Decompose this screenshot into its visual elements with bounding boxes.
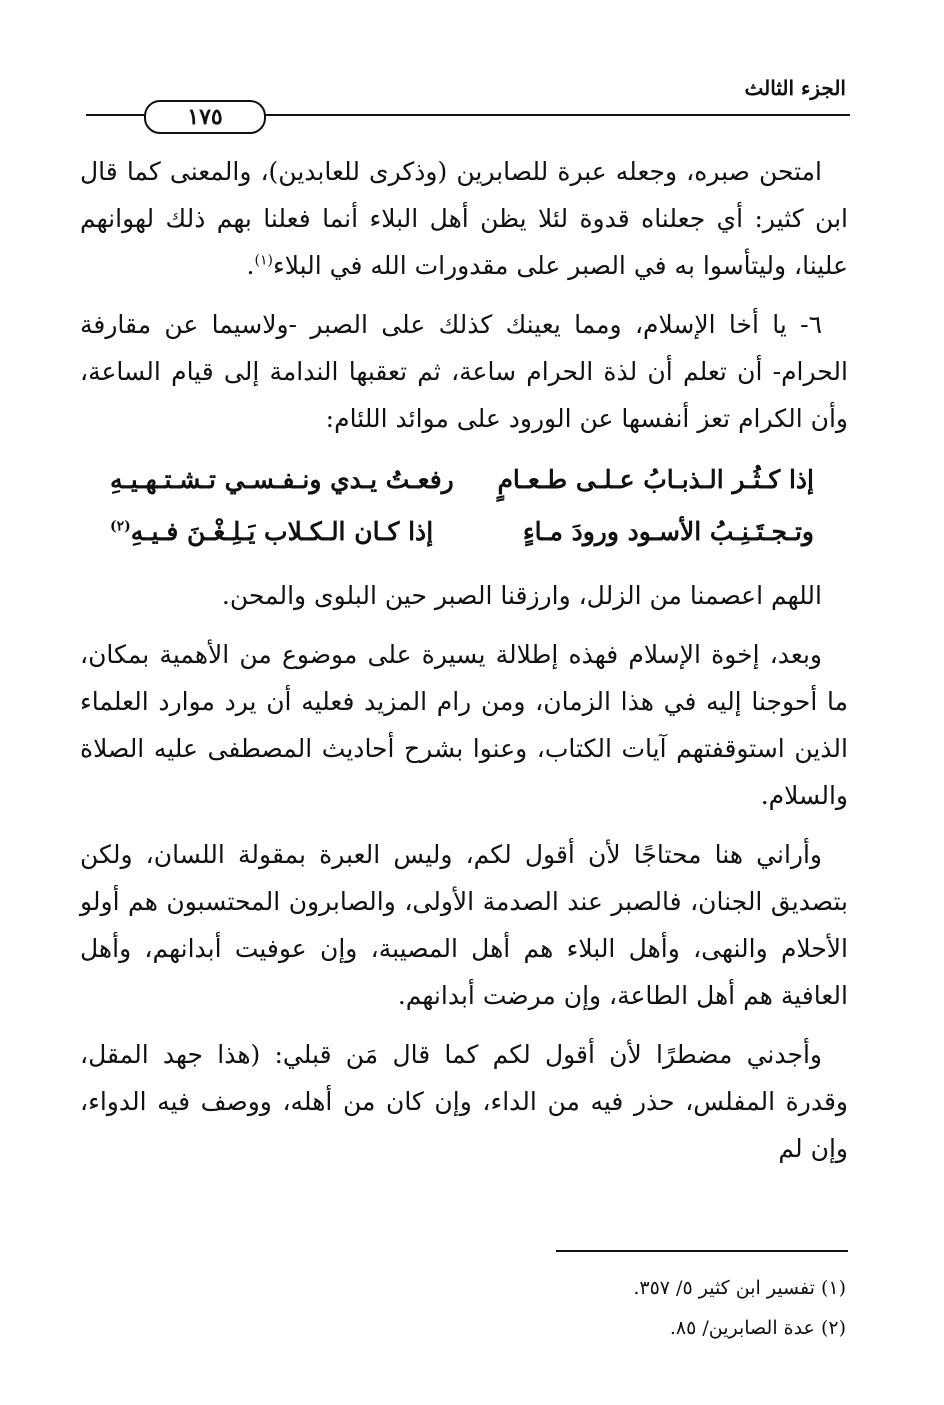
verse-first-hemistich: إذا كـثُـر الـذبـابُ عـلـى طـعـامٍ [497,465,814,494]
paragraph: ٦- يا أخا الإسلام، ومما يعينك كذلك على الصبر -ولاسيما عن مقارفة الحرام- أن تعلم أن لذة الحرام ساعة، ثم تعقبها الندامة إلى قيام الساعة، وأن الكرام تعز أنفسها عن الورود على موائد اللئام: [80,310,848,433]
paragraph [80,148,848,289]
footnote-ref: (٢) [110,518,131,535]
footnote: (٢) عدة الصابرين/ ٨٥. [669,1317,846,1339]
page-number-badge: ١٧٥ [144,100,266,134]
poem-verse [80,506,848,558]
footnote-ref: (١) [254,252,273,269]
paragraph-text: امتحن صبره، وجعله عبرة للصابرين (وذكرى للعابدين)، والمعنى كما قال ابن كثير: أي جعلناه قدوة لئلا يظن أهل البلاء أنما فعلنا بهم ذلك لهوانهم علينا، وليتأسوا به في الصبر على مقدورات الله في البلاء [80,157,848,280]
paragraph: وأراني هنا محتاجًا لأن أقول لكم، وليس العبرة بمقولة اللسان، ولكن بتصديق الجنان، فالصبر عند الصدمة الأولى، والصابرون المحتسبون هم أولو الأحلام والنهى، وأهل البلاء هم أهل المصيبة، وإن عوفيت أبدانهم، وأهل العافية هم أهل الطاعة، وإن مرضت أبدانهم. [80,840,848,1010]
verse-second-hemistich [110,506,433,558]
verse-second-hemistich: رفعـتُ يـدي ونـفـسـي تـشـتـهـيـهِ [110,465,454,494]
poem [80,454,848,558]
paragraph: وبعد، إخوة الإسلام فهذه إطلالة يسيرة على موضوع من الأهمية بمكان، ما أحوجنا إليه في هذا الزمان، ومن رام المزيد فعليه أن يرد موارد العلماء الذين استوقفتهم آيات الكتاب، وعنوا بشرح أحاديث المصطفى عليه الصلاة والسلام. [80,640,848,810]
footnote: (١) تفسير ابن كثير ٥/ ٣٥٧. [633,1277,846,1299]
main-text [80,148,848,1184]
footnotes [146,1268,846,1348]
part-title: الجزء الثالث [744,76,846,100]
verse-text: إذا كـان الـكـلاب يَـلِـغْـنَ فـيـهِ [130,517,434,546]
paragraph: وأجدني مضطرًا لأن أقول لكم كما قال مَن قبلي: (هذا جهد المقل، وقدرة المفلس، حذر فيه من الداء، وإن كان من أهله، ووصف فيه الدواء، وإن لم [80,1040,848,1163]
paragraph-end: . [246,251,255,280]
verse-first-hemistich: وتـجـتَـنِـبُ الأسـود ورودَ مـاءٍ [522,517,814,546]
page-header [86,72,850,132]
footnote-separator [556,1250,848,1252]
paragraph: اللهم اعصمنا من الزلل، وارزقنا الصبر حين البلوى والمحن. [221,581,822,610]
poem-verse [80,454,848,506]
